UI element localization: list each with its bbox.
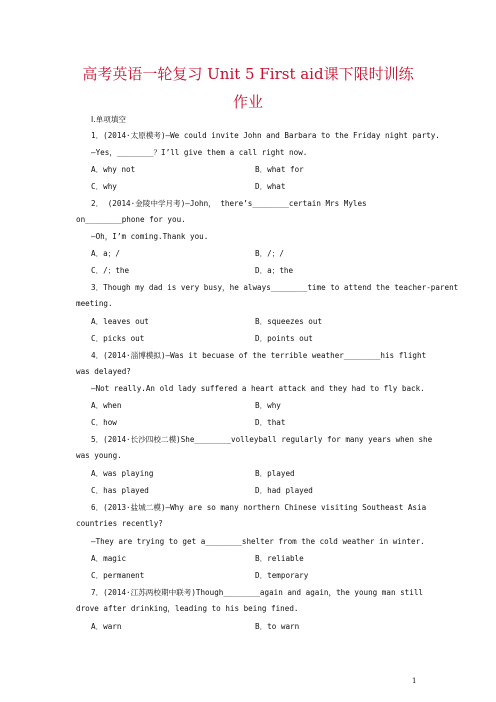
q3-option-c: C．picks out (91, 334, 145, 343)
q4-option-d: D．that (255, 418, 286, 427)
question-7-stem: 7．(2014·江苏两校期中联考)Though________again and again，the young man still (91, 588, 423, 597)
q5-option-d: D．had played (255, 486, 313, 495)
q6-option-b: B．reliable (255, 554, 304, 563)
q6-option-d: D．temporary (255, 571, 309, 580)
q6-option-a: A．magic (91, 554, 127, 563)
q6-option-c: C．permanent (91, 571, 145, 580)
q5-option-a: A．was playing (91, 469, 154, 478)
q2-option-a: A．a；/ (91, 249, 120, 258)
q2-option-c: C．/；the (91, 266, 130, 275)
q3-option-d: D．points out (255, 334, 313, 343)
question-6-dialogue: —They are trying to get a________shelter from the cold weather in winter. (91, 537, 425, 546)
page-number: 1 (412, 677, 417, 685)
question-3-stem-continued: meeting. (76, 299, 113, 308)
q3-option-b: B．squeezes out (255, 317, 323, 326)
q4-option-b: B．why (255, 401, 281, 410)
q2-option-b: B．/；/ (255, 249, 284, 258)
q1-option-a: A．why not (91, 165, 136, 174)
q1-option-d: D．what (255, 182, 286, 191)
q7-option-b: B．to warn (255, 622, 300, 631)
question-2-stem-continued: on________phone for you. (76, 215, 186, 224)
q7-option-a: A．warn (91, 622, 122, 631)
question-7-stem-continued: drove after drinking，leading to his being fined. (76, 604, 299, 613)
q5-option-b: B．played (255, 469, 295, 478)
question-4-stem: 4．(2014·淄博模拟)—Was it becuase of the terrible weather________his flight (91, 351, 427, 360)
document-title-continued: 作业 (232, 93, 263, 111)
question-4-stem-continued: was delayed? (76, 367, 131, 376)
question-3-stem: 3．Though my dad is very busy，he always________time to attend the teacher-parent (91, 283, 459, 292)
section-heading: Ⅰ.单项填空 (91, 115, 127, 124)
q1-option-b: B．what for (255, 165, 304, 174)
question-6-stem: 6．(2013·盐城二模)—Why are so many northern Chinese visiting Southeast Asia (91, 503, 427, 512)
q4-option-a: A．when (91, 401, 122, 410)
q4-option-c: C．how (91, 418, 117, 427)
question-4-dialogue: —Not really.An old lady suffered a heart attack and they had to fly back. (91, 384, 425, 393)
document-title: 高考英语一轮复习 Unit 5 First aid课下限时训练 (82, 65, 414, 83)
question-1-stem: 1．(2014·太原模考)—We could invite John and Barbara to the Friday night party. (91, 131, 440, 140)
question-2-dialogue: —Oh，I’m coming.Thank you. (91, 232, 209, 241)
q2-option-d: D．a；the (255, 266, 294, 275)
q3-option-a: A．leaves out (91, 317, 149, 326)
question-5-stem: 5．(2014·长沙四校二模)She________volleyball regularly for many years when she (91, 435, 433, 444)
q5-option-c: C．has played (91, 486, 149, 495)
question-5-stem-continued: was young. (76, 451, 122, 460)
question-6-stem-continued: countries recently? (76, 519, 163, 528)
question-1-dialogue: —Yes，________？I’ll give them a call right now. (91, 148, 308, 157)
question-2-stem: 2． (2014·金陵中学月考)—John， there’s________certain Mrs Myles (91, 199, 367, 208)
q1-option-c: C．why (91, 182, 117, 191)
